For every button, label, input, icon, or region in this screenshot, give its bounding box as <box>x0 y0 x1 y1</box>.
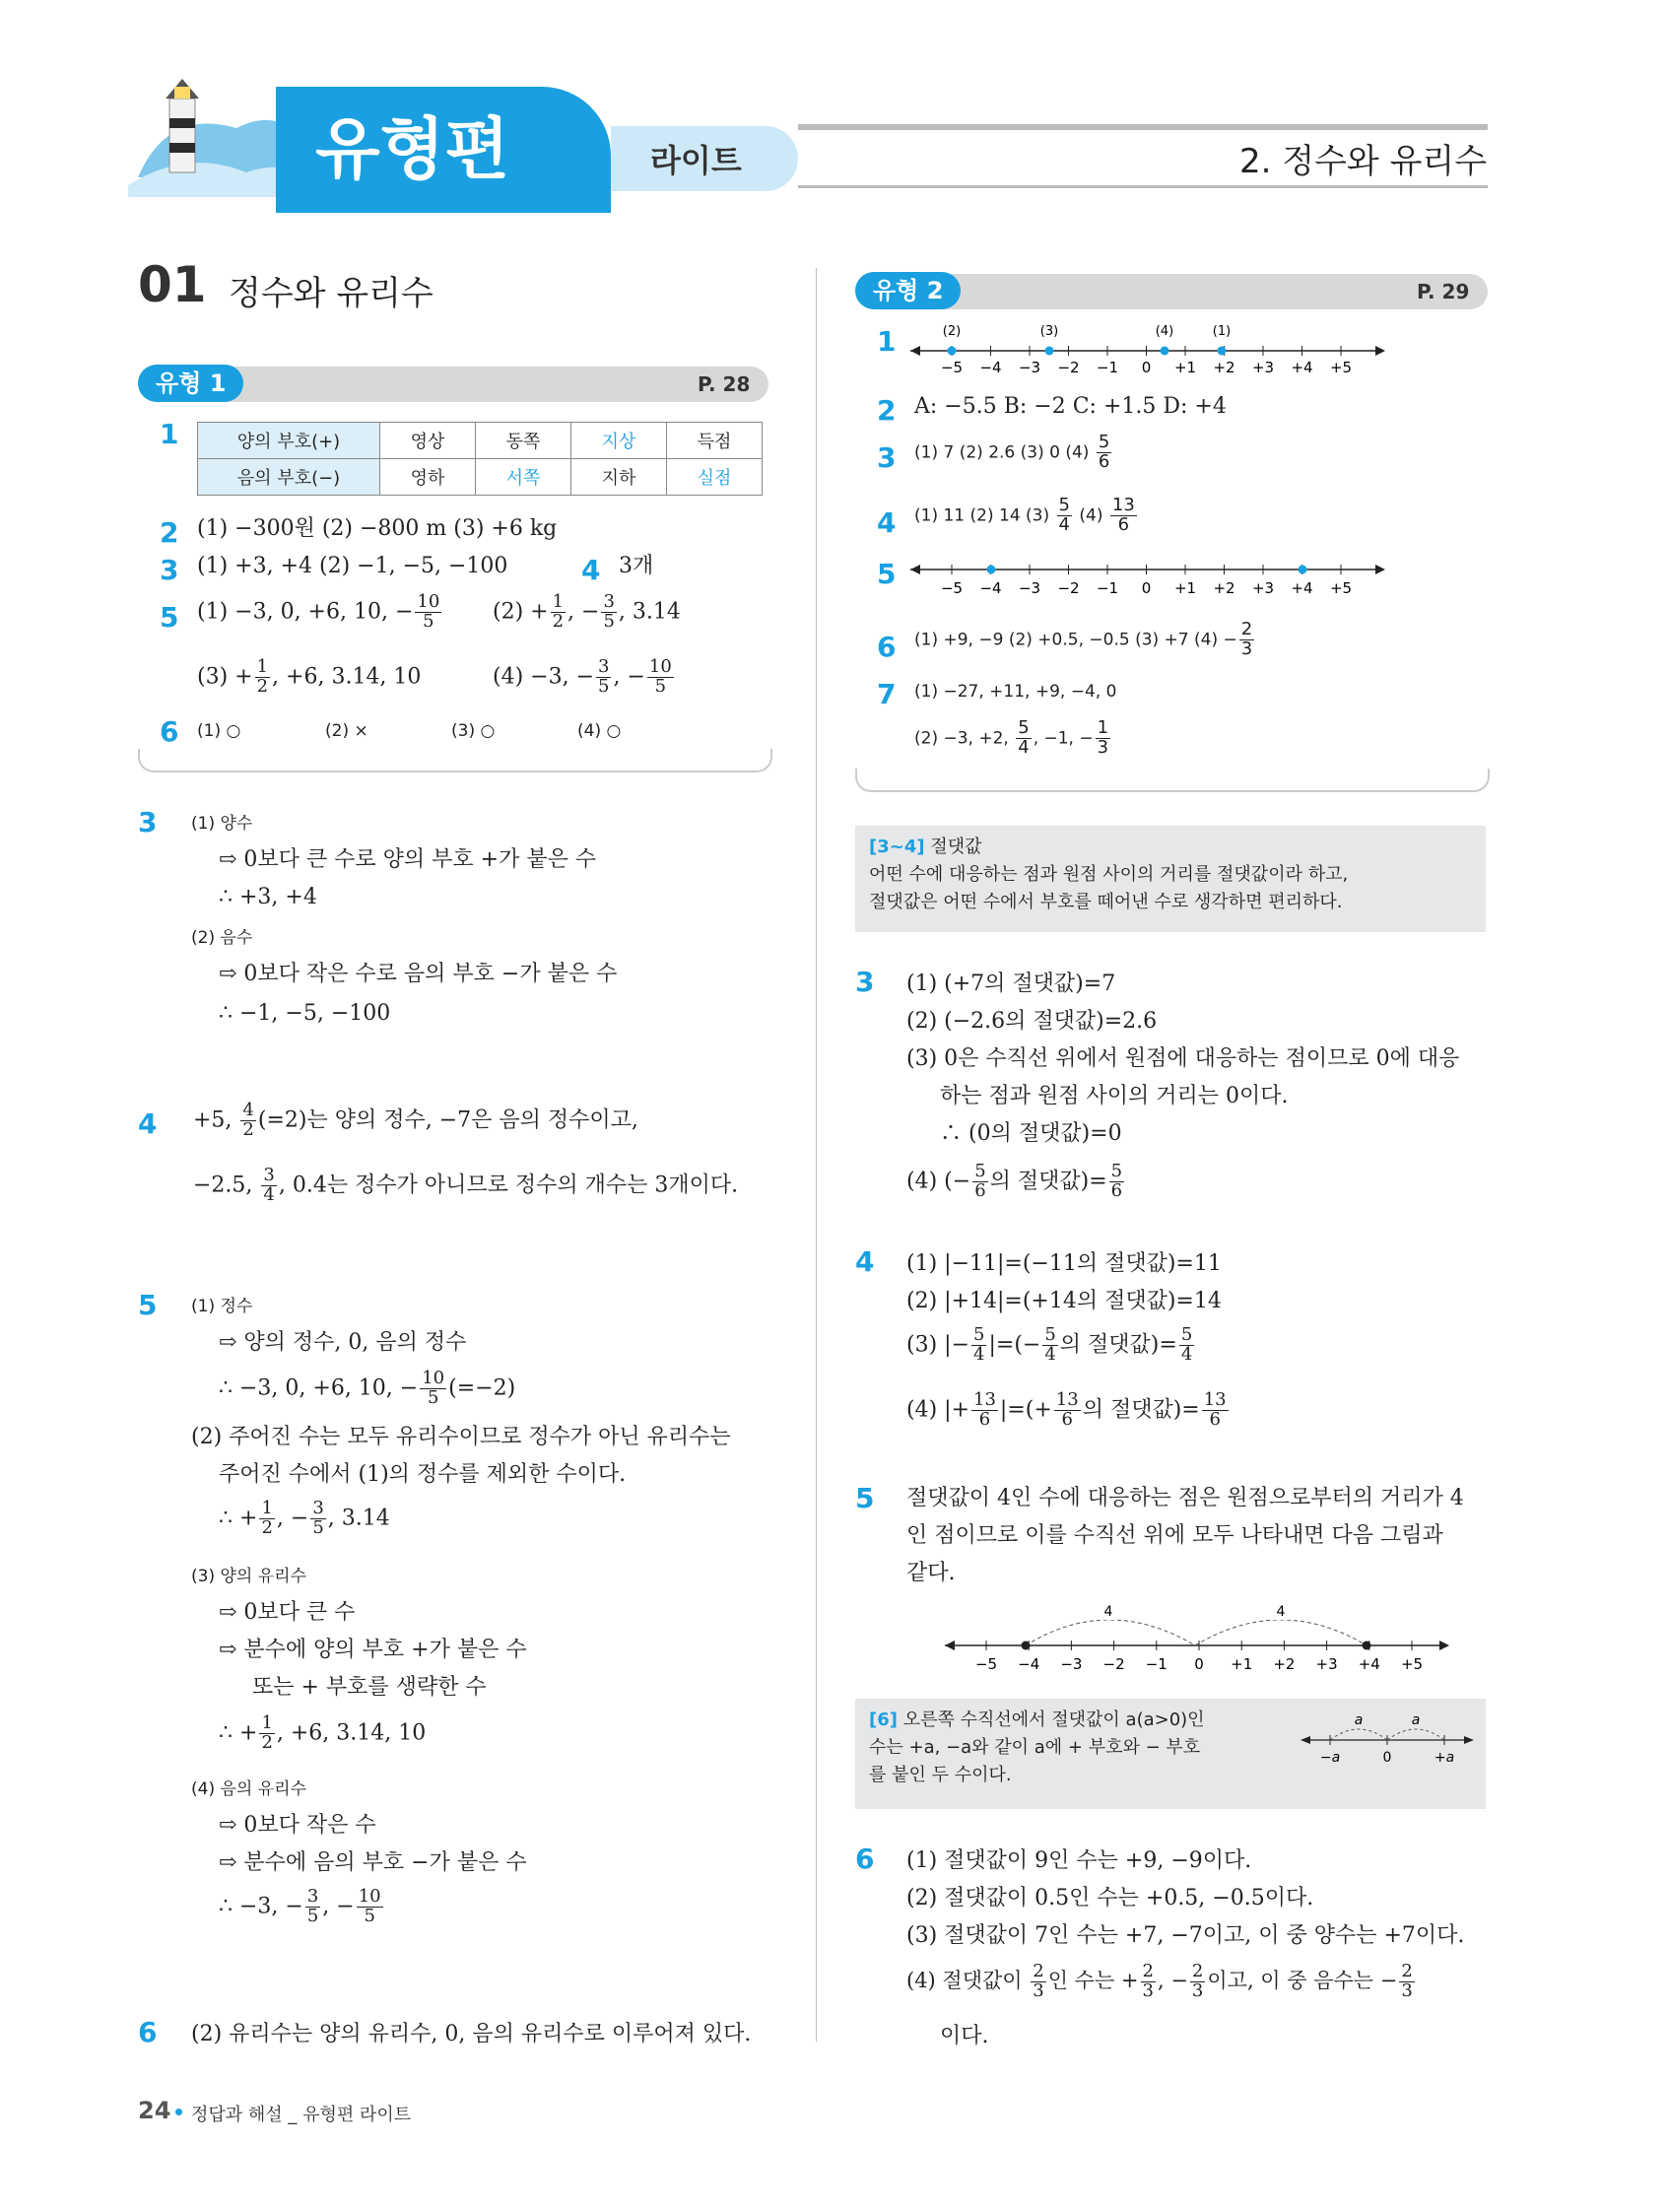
type1-box-bottom <box>138 749 772 772</box>
note-head: 절댓값 <box>930 837 982 857</box>
fraction: $\frac{1}{2}$ <box>261 1498 273 1538</box>
fraction: $\frac{5}{4}$ <box>1180 1324 1193 1365</box>
point-marker <box>1299 566 1307 574</box>
type2-q2-number: 2 <box>877 394 897 427</box>
tick-label: 0 <box>1141 359 1152 376</box>
type1-q5-number: 5 <box>160 601 179 634</box>
type1-q1-number: 1 <box>160 418 179 450</box>
chapter-title: 2. 정수와 유리수 <box>1239 142 1488 181</box>
fraction: $\frac{2}{3}$ <box>1240 619 1253 659</box>
point-marker <box>987 566 996 574</box>
answer-text: (2) + <box>493 599 549 625</box>
tick-label: −1 <box>1096 579 1119 597</box>
distance-label: 4 <box>1276 1604 1286 1620</box>
fraction: $\frac{10}{5}$ <box>648 656 672 697</box>
number-line-abs4 <box>941 1596 1453 1675</box>
sol3-line: ∴ −1, −5, −100 <box>219 1001 391 1026</box>
fraction: $\frac{5}{4}$ <box>1018 717 1030 758</box>
tick-label: −4 <box>1018 1655 1040 1673</box>
sol4-number: 4 <box>138 1107 158 1140</box>
point-marker <box>948 347 957 356</box>
header-rule-top <box>798 124 1488 130</box>
type1-q6-number: 6 <box>160 715 179 748</box>
tick-label: +3 <box>1315 1655 1338 1673</box>
tick-label: 0 <box>1194 1655 1204 1673</box>
type1-page-ref: P. 28 <box>698 372 751 396</box>
type1-tag: 유형 1 <box>138 365 243 402</box>
section-title: 정수와 유리수 <box>229 274 434 313</box>
fraction: $\frac{13}{6}$ <box>1055 1389 1079 1430</box>
fig-label: −a <box>1319 1750 1341 1766</box>
tick-label: −4 <box>979 579 1002 597</box>
rsol6-line: (1) 절댓값이 9인 수는 +9, −9이다. <box>906 1848 1252 1873</box>
sol5-line: ⇨ 분수에 음의 부호 −가 붙은 수 <box>219 1850 527 1875</box>
tick-label: −2 <box>1057 359 1080 376</box>
point-label: (1) <box>1212 324 1232 339</box>
table-cell: 서쪽 <box>476 459 571 496</box>
fraction: $\frac{13}{6}$ <box>1203 1389 1227 1430</box>
footer-page-number: 24 <box>138 2097 171 2124</box>
fraction: $\frac{5}{6}$ <box>974 1161 986 1201</box>
type2-page-ref: P. 29 <box>1417 280 1470 303</box>
fraction: $\frac{5}{6}$ <box>1098 432 1110 472</box>
type2-q7-number: 7 <box>877 678 897 710</box>
rsol3-number: 3 <box>855 966 875 998</box>
number-line-q1 <box>906 321 1389 384</box>
page-title: 유형편 <box>315 111 510 189</box>
point-marker <box>1363 1642 1371 1650</box>
sol3-number: 3 <box>138 806 158 838</box>
table-cell: 영상 <box>380 423 476 459</box>
fraction: $\frac{2}{3}$ <box>1142 1961 1154 2001</box>
type1-q6-item: (3) ○ <box>451 721 496 741</box>
distance-label: 4 <box>1103 1604 1113 1620</box>
tick-label: −5 <box>940 579 964 597</box>
type1-q5-part1 <box>197 593 443 632</box>
type2-bar <box>906 274 1488 309</box>
rsol4-number: 4 <box>855 1245 875 1278</box>
fraction: $\frac{1}{3}$ <box>1097 717 1109 758</box>
tick-label: +2 <box>1213 579 1235 597</box>
type2-q4-number: 4 <box>877 506 897 539</box>
tick-label: −2 <box>1057 579 1080 597</box>
sol5-line: ∴ + $\frac{1}{2}$ , +6, 3.14, 10 <box>219 1712 427 1753</box>
type2-q3-answer: (1) 7 (2) 2.6 (3) 0 (4) $\frac{5}{6}$ <box>914 432 1110 472</box>
tick-label: +1 <box>1231 1655 1253 1673</box>
type1-q3-answer: (1) +3, +4 (2) −1, −5, −100 <box>197 554 508 578</box>
rsol4-line: (1) |−11|=(−11의 절댓값)=11 <box>906 1251 1222 1276</box>
fraction: $\frac{5}{4}$ <box>973 1324 985 1365</box>
point-marker <box>1218 347 1227 356</box>
fraction: $\frac{5}{4}$ <box>1044 1324 1056 1365</box>
fraction: $\frac{1}{2}$ <box>256 656 269 697</box>
tick-label: +2 <box>1273 1655 1296 1673</box>
rsol6-line: (3) 절댓값이 7인 수는 +7, −7이고, 이 중 양수는 +7이다. <box>906 1923 1465 1948</box>
point-marker <box>1022 1642 1031 1650</box>
footer-text: 정답과 해설 _ 유형편 라이트 <box>191 2105 412 2125</box>
type2-q5-number: 5 <box>877 558 897 590</box>
sol5-line: ⇨ 양의 정수, 0, 음의 정수 <box>219 1330 467 1355</box>
tick-label: +4 <box>1291 359 1313 376</box>
rsol4-line: (4) |+ $\frac{13}{6}$ |=(+ $\frac{13}{6}$ 의 절댓값)= $\frac{13}{6}$ <box>906 1389 1227 1430</box>
type2-q6-number: 6 <box>877 631 897 663</box>
sol5-line: (3) 양의 유리수 <box>191 1567 306 1586</box>
fraction: $\frac{3}{5}$ <box>603 591 615 632</box>
type1-q4-number: 4 <box>581 554 601 586</box>
rsol3-line: ∴ (0의 절댓값)=0 <box>940 1121 1122 1146</box>
section-number: 01 <box>138 256 207 313</box>
fig-label: +a <box>1434 1750 1455 1766</box>
header-rule-bottom <box>798 185 1488 188</box>
sol3-line: ⇨ 0보다 큰 수로 양의 부호 +가 붙은 수 <box>219 847 597 872</box>
fraction: $\frac{2}{3}$ <box>1191 1961 1204 2001</box>
table-cell: 지상 <box>571 423 667 459</box>
fraction: $\frac{2}{3}$ <box>1401 1961 1413 2001</box>
type1-q2-number: 2 <box>160 516 179 549</box>
sol5-line: ∴ + $\frac{1}{2}$ , − $\frac{3}{5}$ , 3.14 <box>219 1498 390 1538</box>
tick-label: +4 <box>1291 579 1313 597</box>
tick-label: −1 <box>1145 1655 1168 1673</box>
point-label: (4) <box>1155 324 1174 339</box>
rsol5-line: 절댓값이 4인 수에 대응하는 점은 원점으로부터의 거리가 4 <box>906 1486 1464 1510</box>
rsol5-number: 5 <box>855 1482 875 1514</box>
type2-tag: 유형 2 <box>855 272 961 309</box>
rsol4-line: (3) |− $\frac{5}{4}$ |=(− $\frac{5}{4}$ 의 절댓값)= $\frac{5}{4}$ <box>906 1324 1193 1365</box>
type1-q5-part3: (3) + $\frac{1}{2}$ , +6, 3.14, 10 <box>197 656 422 697</box>
fraction: $\frac{13}{6}$ <box>1111 495 1135 535</box>
sol3-line: ∴ +3, +4 <box>219 885 317 909</box>
sol3-line: (2) 음수 <box>191 928 253 948</box>
point-marker <box>1161 347 1169 356</box>
column-divider <box>816 268 817 2042</box>
sol5-number: 5 <box>138 1289 158 1321</box>
table-row <box>198 459 763 496</box>
type1-q5-part4: (4) −3, − $\frac{3}{5}$ , − $\frac{10}{5}$ <box>493 656 672 697</box>
rsol6-line: (4) 절댓값이 $\frac{2}{3}$ 인 수는 + $\frac{2}{3}$ , − $\frac{2}{3}$ 이고, 이 중 음수는 − $\frac{2}{3}$ <box>906 1961 1413 2001</box>
type1-q6-item: (1) ○ <box>197 721 241 741</box>
tick-label: −5 <box>940 359 964 376</box>
type2-q3-number: 3 <box>877 441 897 474</box>
rsol5-line: 같다. <box>906 1561 956 1585</box>
fraction: $\frac{2}{3}$ <box>1033 1961 1044 2001</box>
rsol4-line: (2) |+14|=(+14의 절댓값)=14 <box>906 1289 1222 1313</box>
tick-label: +1 <box>1173 579 1197 597</box>
sign-table <box>197 422 763 496</box>
table-cell: 지하 <box>571 459 667 496</box>
type2-q1-number: 1 <box>877 325 897 358</box>
table-cell: 양의 부호(+) <box>198 423 380 459</box>
tick-label: 0 <box>1141 579 1152 597</box>
type2-q7-line: (1) −27, +11, +9, −4, 0 <box>914 682 1117 702</box>
table-cell: 득점 <box>667 423 763 459</box>
type1-q5-part2: (2) + $\frac{1}{2}$ , − $\frac{3}{5}$ , 3.14 <box>493 591 681 632</box>
fraction: $\frac{3}{4}$ <box>263 1165 275 1205</box>
sol5-line: ⇨ 0보다 큰 수 <box>219 1600 356 1625</box>
type2-q2-answer: A: −5.5 B: −2 C: +1.5 D: +4 <box>914 394 1227 419</box>
note-body: 를 붙인 두 수이다. <box>869 1764 1012 1785</box>
sol6-number: 6 <box>138 2016 158 2048</box>
type2-q4-answer: (1) 11 (2) 14 (3) $\frac{5}{4}$ (4) $\frac{13}{6}$ <box>914 495 1135 535</box>
rsol3-line: (4) (− $\frac{5}{6}$ 의 절댓값)= $\frac{5}{6}$ <box>906 1161 1123 1201</box>
sol5-line: 주어진 수에서 (1)의 정수를 제외한 수이다. <box>219 1462 627 1487</box>
fraction: $\frac{4}{2}$ <box>242 1100 254 1140</box>
fig-label: 0 <box>1382 1750 1392 1766</box>
tick-label: +2 <box>1213 359 1235 376</box>
type2-box-bottom <box>855 769 1490 792</box>
sol5-line: (1) 정수 <box>191 1297 253 1316</box>
sol3-line: (1) 양수 <box>191 814 253 834</box>
rsol3-line: (2) (−2.6의 절댓값)=2.6 <box>906 1009 1158 1034</box>
note-title: [6] <box>869 1709 898 1730</box>
fraction: $\frac{3}{5}$ <box>306 1886 319 1926</box>
sol5-line: ⇨ 분수에 양의 부호 +가 붙은 수 <box>219 1638 527 1662</box>
sol4-line: −2.5, $\frac{3}{4}$ , 0.4는 정수가 아니므로 정수의 개수는 3개이다. <box>193 1165 739 1205</box>
tick-label: −5 <box>974 1655 998 1673</box>
point-label: (3) <box>1039 324 1059 339</box>
fraction: $\frac{13}{6}$ <box>973 1389 996 1430</box>
table-cell: 영하 <box>380 459 476 496</box>
tick-label: +5 <box>1400 1655 1424 1673</box>
header-banner <box>0 0 1668 227</box>
table-row <box>198 423 763 459</box>
number-line-q5 <box>906 554 1389 603</box>
tick-label: −3 <box>1018 579 1041 597</box>
sol5-line: ⇨ 0보다 작은 수 <box>219 1813 376 1838</box>
sol5-line: ∴ −3, − $\frac{3}{5}$ , − $\frac{10}{5}$ <box>219 1886 381 1926</box>
tick-label: −2 <box>1102 1655 1125 1673</box>
rsol3-line: 하는 점과 원점 사이의 거리는 0이다. <box>940 1084 1289 1108</box>
note-title: [3~4] <box>869 837 925 857</box>
type1-q6-item: (4) ○ <box>577 721 622 741</box>
rsol6-number: 6 <box>855 1843 875 1875</box>
fraction: $\frac{5}{4}$ <box>1058 495 1070 535</box>
tick-label: −3 <box>1018 359 1041 376</box>
sol3-line: ⇨ 0보다 작은 수로 음의 부호 −가 붙은 수 <box>219 962 618 986</box>
tick-label: +3 <box>1251 359 1275 376</box>
fraction: $\frac{1}{2}$ <box>261 1712 273 1753</box>
fraction: $\frac{10}{5}$ <box>358 1886 381 1926</box>
note-body: 절댓값은 어떤 수에서 부호를 떼어낸 수로 생각하면 편리하다. <box>869 891 1343 912</box>
rsol5-line: 인 점이므로 이를 수직선 위에 모두 나타내면 다음 그림과 <box>906 1523 1443 1548</box>
rsol3-line: (1) (+7의 절댓값)=7 <box>906 972 1116 996</box>
type2-q6-answer: (1) +9, −9 (2) +0.5, −0.5 (3) +7 (4) − $\frac{2}{3}$ <box>914 619 1253 659</box>
fraction: $\frac{3}{5}$ <box>312 1498 324 1538</box>
tick-label: −1 <box>1096 359 1119 376</box>
sol5-line: ∴ −3, 0, +6, 10, − $\frac{10}{5}$ (=−2) <box>219 1368 516 1408</box>
tick-label: −3 <box>1060 1655 1083 1673</box>
sol5-line: (2) 주어진 수는 모두 유리수이므로 정수가 아닌 유리수는 <box>191 1425 731 1449</box>
sol5-line: (4) 음의 유리수 <box>191 1779 306 1799</box>
note-absolute-value <box>855 826 1486 932</box>
note-body: 수는 +a, −a와 같이 a에 + 부호와 − 부호 <box>869 1736 1201 1758</box>
level-label: 라이트 <box>650 142 742 179</box>
tick-label: +4 <box>1358 1655 1380 1673</box>
sol4-line: +5, $\frac{4}{2}$ (=2)는 양의 정수, −7은 음의 정수이고, <box>193 1100 638 1140</box>
rsol6-line: (2) 절댓값이 0.5인 수는 +0.5, −0.5이다. <box>906 1886 1314 1910</box>
tick-label: +5 <box>1329 359 1353 376</box>
tick-label: +1 <box>1173 359 1197 376</box>
pm-a-figure <box>1301 1709 1478 1768</box>
type1-q3-number: 3 <box>160 554 179 586</box>
fig-label: a <box>1354 1712 1364 1728</box>
point-marker <box>1045 347 1054 356</box>
rsol6-line: 이다. <box>940 2024 989 2048</box>
type1-q2-answer: (1) −300원 (2) −800 m (3) +6 kg <box>197 516 558 541</box>
answer-text: (1) −3, 0, +6, 10, − <box>197 599 414 625</box>
fraction: $\frac{10}{5}$ <box>422 1368 445 1408</box>
tick-label: −4 <box>979 359 1002 376</box>
fraction: $\frac{1}{2}$ <box>552 591 565 632</box>
note-body: 어떤 수에 대응하는 점과 원점 사이의 거리를 절댓값이라 하고, <box>869 863 1349 885</box>
table-cell: 동쪽 <box>476 423 571 459</box>
fig-label: a <box>1411 1712 1421 1728</box>
sol5-line: 또는 + 부호를 생략한 수 <box>252 1675 487 1700</box>
fraction: $\frac{3}{5}$ <box>598 656 610 697</box>
tick-label: +3 <box>1251 579 1275 597</box>
sol6-line: (2) 유리수는 양의 유리수, 0, 음의 유리수로 이루어져 있다. <box>191 2022 752 2046</box>
note-body: 오른쪽 수직선에서 절댓값이 a(a>0)인 <box>902 1709 1205 1730</box>
table-cell: 실점 <box>667 459 763 496</box>
footer-dot <box>175 2109 182 2115</box>
type1-q4-answer: 3개 <box>619 554 654 578</box>
point-label: (2) <box>942 324 962 339</box>
fraction: $\frac{10}{5}$ <box>417 591 440 632</box>
table-cell: 음의 부호(−) <box>198 459 380 496</box>
type1-q6-item: (2) × <box>325 721 368 741</box>
fraction: $\frac{5}{6}$ <box>1110 1161 1123 1201</box>
type1-bar <box>197 367 768 402</box>
type2-q7-line: (2) −3, +2, $\frac{5}{4}$ , −1, − $\frac{1}{3}$ <box>914 717 1109 758</box>
rsol3-line: (3) 0은 수직선 위에서 원점에 대응하는 점이므로 0에 대응 <box>906 1046 1460 1071</box>
tick-label: +5 <box>1329 579 1353 597</box>
